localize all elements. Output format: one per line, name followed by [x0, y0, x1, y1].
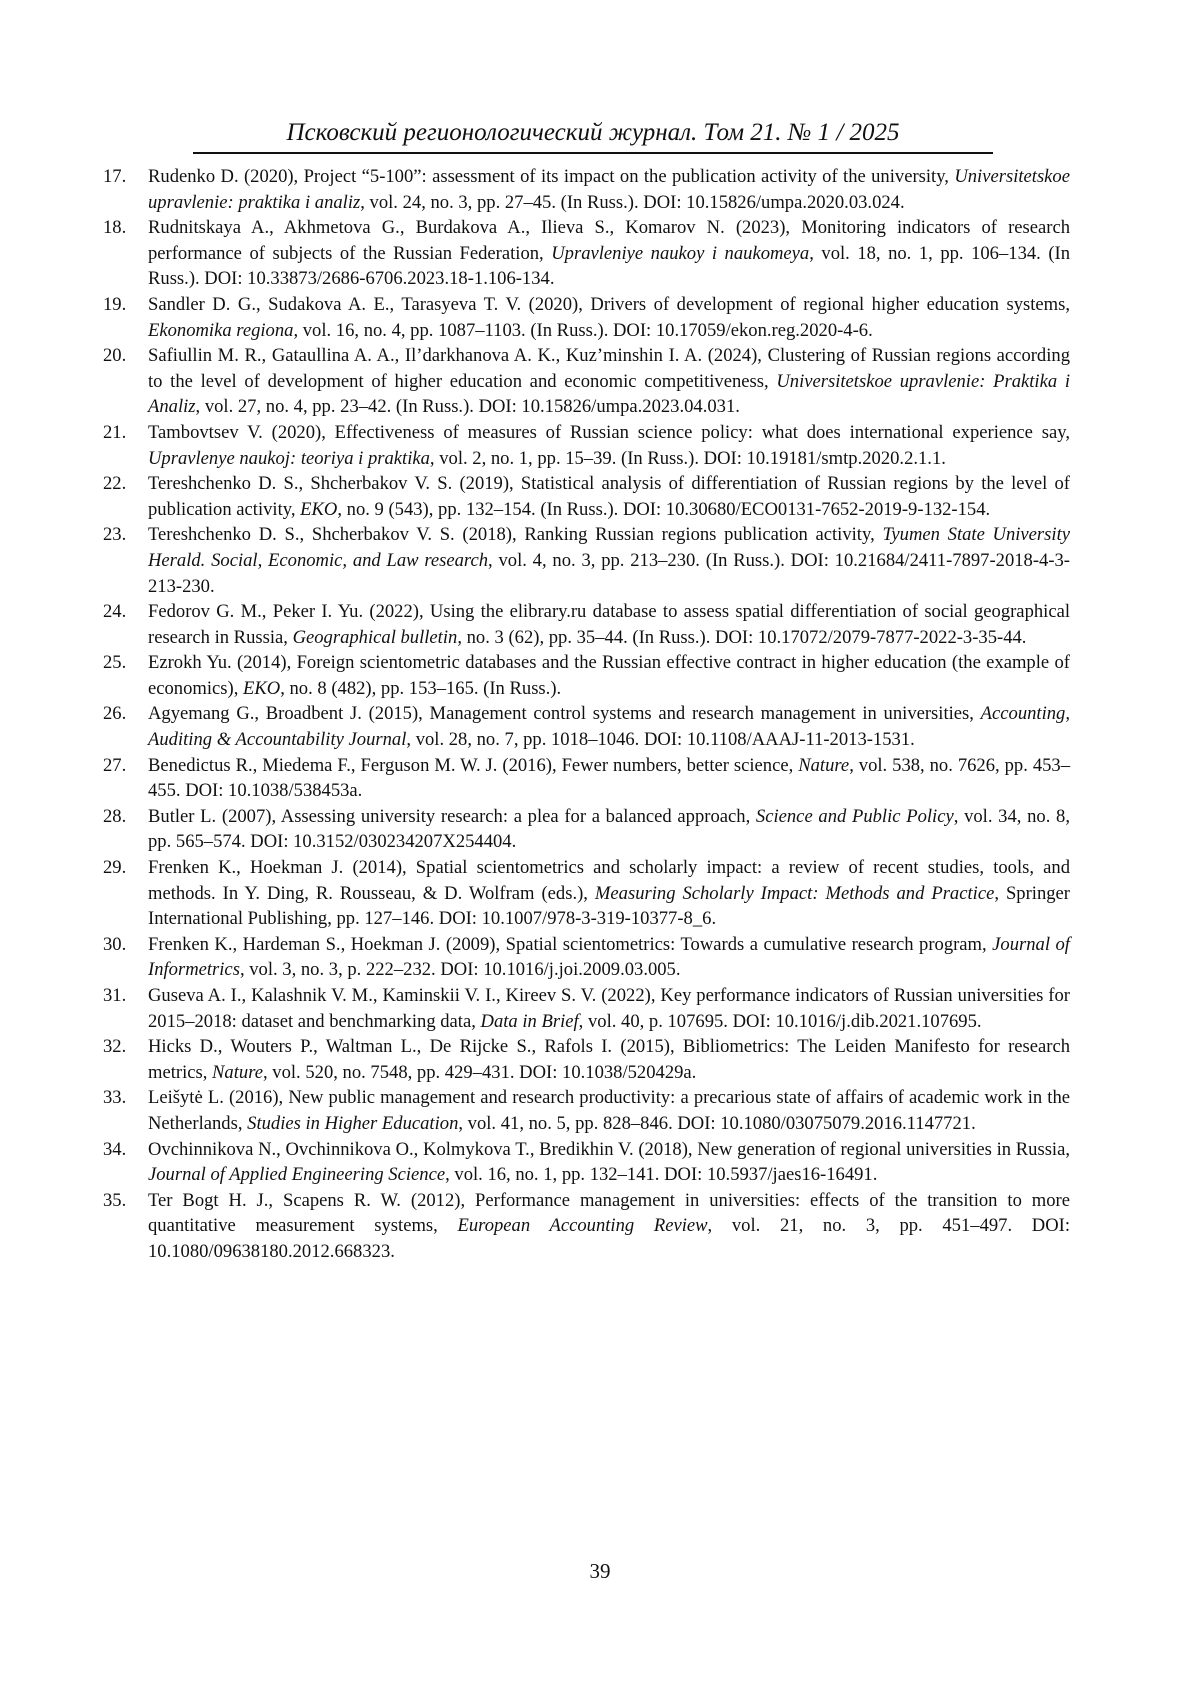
reference-item: [103, 804, 1070, 855]
reference-text: [148, 471, 1070, 522]
reference-text: [148, 292, 1070, 343]
reference-source-title: Nature: [798, 754, 850, 776]
reference-text-run: , vol. 40, p. 107695. DOI: 10.1016/j.dib.2021.107695.: [578, 1010, 982, 1032]
reference-text-run: Rudenko D. (2020), Project “5-100”: assessment of its impact on the publication activity of the university,: [148, 166, 955, 187]
reference-text: [148, 650, 1070, 701]
reference-item: [103, 753, 1070, 804]
reference-text-run: , vol. 28, no. 7, pp. 1018–1046. DOI: 10.1108/AAAJ-11-2013-1531.: [406, 729, 915, 751]
reference-source-title: Upravleniye naukoy i naukomeya: [551, 242, 810, 264]
reference-item: [103, 932, 1070, 983]
reference-text-run: Tambovtsev V. (2020), Effectiveness of measures of Russian science policy: what does international experience say,: [148, 421, 1070, 443]
reference-source-title: Upravlenye naukoj: teoriya i praktika: [148, 447, 430, 469]
reference-number: 27.: [103, 754, 127, 776]
reference-item: [103, 855, 1070, 932]
reference-source-title: Science and Public Policy: [755, 805, 954, 827]
reference-text: [148, 1085, 1070, 1136]
reference-text-run: , no. 3 (62), pp. 35–44. (In Russ.). DOI: 10.17072/2079-7877-2022-3-35-44.: [457, 626, 1027, 648]
page-number: 39: [589, 1559, 611, 1583]
reference-text-run: , vol. 16, no. 4, pp. 1087–1103. (In Russ.). DOI: 10.17059/ekon.reg.2020-4-6.: [293, 319, 873, 341]
reference-text: [148, 215, 1070, 292]
reference-number: 31.: [103, 985, 127, 1006]
reference-text: [148, 1034, 1070, 1085]
reference-item: [103, 522, 1070, 599]
reference-number: 26.: [103, 703, 127, 725]
reference-source-title: European Accounting Review: [457, 1215, 708, 1237]
reference-source-title: Geographical bulletin: [292, 626, 458, 648]
reference-item: [103, 343, 1070, 420]
reference-number: 19.: [103, 293, 127, 315]
reference-number: 22.: [103, 473, 127, 495]
reference-source-title: Journal of Applied Engineering Science: [148, 1164, 446, 1186]
reference-text: [148, 1137, 1070, 1188]
reference-source-title: EKO: [243, 677, 281, 699]
reference-text: [148, 164, 1070, 215]
reference-text-run: , vol. 18, no. 1, pp. 106–134. (In Russ.). DOI: 10.33873/2686-6706.2023.18-1.106-134.: [148, 242, 1071, 290]
reference-item: [103, 983, 1070, 1034]
reference-source-title: Universitetskoe upravlenie: Praktika i Analiz: [148, 370, 1071, 418]
reference-text-run: , vol. 3, no. 3, p. 222–232. DOI: 10.1016/j.joi.2009.03.005.: [239, 959, 681, 981]
reference-text-run: Ezrokh Yu. (2014), Foreign scientometric databases and the Russian effective contract in higher education (the example of economics),: [148, 652, 1070, 699]
reference-item: [103, 701, 1070, 752]
reference-source-title: Tyumen State University Herald. Social, Economic, and Law research: [148, 524, 1070, 571]
reference-item: [103, 1137, 1070, 1188]
reference-number: 34.: [103, 1138, 127, 1160]
running-header: Псковский регионологический журнал. Том 21. № 1 / 2025: [193, 118, 993, 154]
reference-text-run: , no. 8 (482), pp. 153–165. (In Russ.).: [280, 677, 562, 699]
reference-text: [148, 599, 1070, 650]
reference-text: [148, 804, 1070, 855]
reference-item: [103, 599, 1070, 650]
reference-source-title: Ekonomika regiona: [148, 319, 294, 341]
reference-text-run: , vol. 4, no. 3, pp. 213–230. (In Russ.). DOI: 10.21684/2411-7897-2018-4-3-213-230.: [148, 549, 1071, 597]
reference-number: 30.: [103, 933, 127, 955]
reference-number: 24.: [103, 601, 127, 623]
reference-source-title: Studies in Higher Education: [247, 1112, 459, 1134]
reference-item: [103, 164, 1070, 215]
reference-text-run: Tereshchenko D. S., Shcherbakov V. S. (2019), Statistical analysis of differentiation of Russian regions by the level of publication activity,: [148, 473, 1070, 520]
reference-text: [148, 701, 1070, 752]
reference-source-title: Nature: [212, 1061, 263, 1083]
reference-item: [103, 471, 1070, 522]
reference-source-title: Data in Brief: [480, 1010, 579, 1032]
reference-text-run: Guseva A. I., Kalashnik V. M., Kaminskii V. I., Kireev S. V. (2022), Key performance indicators of Russian universities for 2015–2018: dataset and benchmarking data,: [148, 985, 1070, 1032]
reference-text-run: , vol. 16, no. 1, pp. 132–141. DOI: 10.5937/jaes16-16491.: [445, 1164, 878, 1186]
reference-number: 25.: [103, 652, 127, 674]
reference-text: [148, 983, 1070, 1034]
reference-source-title: EKO: [300, 498, 338, 520]
reference-text: [148, 420, 1070, 471]
reference-text-run: , vol. 24, no. 3, pp. 27–45. (In Russ.). DOI: 10.15826/umpa.2020.03.024.: [360, 191, 905, 213]
reference-source-title: Measuring Scholarly Impact: Methods and Practice: [594, 882, 995, 904]
reference-source-title: Accounting, Auditing & Accountability Journal: [148, 703, 1070, 751]
reference-text-run: Frenken K., Hardeman S., Hoekman J. (2009), Spatial scientometrics: Towards a cumulative research program,: [148, 933, 993, 955]
reference-number: 18.: [103, 217, 127, 239]
reference-text-run: , Springer International Publishing, pp. 127–146. DOI: 10.1007/978-3-319-10377-8_6.: [148, 882, 1070, 930]
reference-text-run: Butler L. (2007), Assessing university research: a plea for a balanced approach,: [148, 805, 756, 827]
reference-text-run: Frenken K., Hoekman J. (2014), Spatial scientometrics and scholarly impact: a review of recent studies, tools, and methods. In Y. Ding, R. Rousseau, & D. Wolfram (eds.),: [148, 857, 1070, 904]
reference-text: [148, 932, 1070, 983]
reference-source-title: Journal of Informetrics: [148, 933, 1070, 981]
reference-text-run: , vol. 520, no. 7548, pp. 429–431. DOI: 10.1038/520429a.: [263, 1061, 697, 1083]
reference-number: 33.: [103, 1087, 127, 1109]
reference-item: [103, 650, 1070, 701]
reference-item: [103, 215, 1070, 292]
reference-text: [148, 522, 1070, 599]
reference-text: [148, 1188, 1070, 1265]
reference-text-run: Leišytė L. (2016), New public management and research productivity: a precarious state of affairs of academic work in the Netherlands,: [148, 1087, 1070, 1134]
reference-text-run: , vol. 27, no. 4, pp. 23–42. (In Russ.). DOI: 10.15826/umpa.2023.04.031.: [195, 396, 740, 418]
reference-number: 28.: [103, 805, 127, 827]
reference-text-run: Hicks D., Wouters P., Waltman L., De Rijcke S., Rafols I. (2015), Bibliometrics: The Leiden Manifesto for research metrics,: [148, 1036, 1070, 1083]
reference-text-run: , vol. 2, no. 1, pp. 15–39. (In Russ.). DOI: 10.19181/smtp.2020.2.1.1.: [429, 447, 946, 469]
reference-item: [103, 1188, 1070, 1265]
reference-text-run: Safiullin M. R., Gataullina A. A., Il’darkhanova A. K., Kuz’minshin I. A. (2024), Clustering of Russian regions according to the level of development of higher education and economic competitiveness,: [148, 345, 1070, 392]
reference-list: [103, 164, 1070, 1265]
reference-number: 35.: [103, 1189, 127, 1211]
reference-text-run: Tereshchenko D. S., Shcherbakov V. S. (2018), Ranking Russian regions publication activity,: [148, 524, 883, 546]
reference-source-title: Universitetskoe upravlenie: praktika i analiz: [148, 166, 1070, 213]
reference-text-run: , vol. 538, no. 7626, pp. 453–455. DOI: 10.1038/538453a.: [148, 754, 1071, 802]
reference-text-run: , no. 9 (543), pp. 132–154. (In Russ.). DOI: 10.30680/ECO0131-7652-2019-9-132-154.: [337, 498, 991, 520]
reference-text-run: , vol. 21, no. 3, pp. 451–497. DOI: 10.1080/09638180.2012.668323.: [148, 1215, 1071, 1262]
reference-item: [103, 1085, 1070, 1136]
reference-number: 29.: [103, 857, 127, 879]
reference-item: [103, 292, 1070, 343]
reference-text-run: , vol. 34, no. 8, pp. 565–574. DOI: 10.3152/030234207X254404.: [148, 805, 1070, 853]
reference-number: 23.: [103, 524, 127, 546]
reference-number: 20.: [103, 345, 127, 367]
reference-text-run: Sandler D. G., Sudakova A. E., Tarasyeva T. V. (2020), Drivers of development of regional higher education systems,: [148, 293, 1070, 315]
reference-text-run: , vol. 41, no. 5, pp. 828–846. DOI: 10.1080/03075079.2016.1147721.: [458, 1112, 976, 1134]
reference-text: [148, 855, 1070, 932]
reference-text-run: Ter Bogt H. J., Scapens R. W. (2012), Performance management in universities: effects of the transition to more quantitative measurement systems,: [148, 1189, 1070, 1237]
reference-item: [103, 1034, 1070, 1085]
reference-text: [148, 753, 1070, 804]
reference-text-run: Benedictus R., Miedema F., Ferguson M. W. J. (2016), Fewer numbers, better science,: [148, 754, 799, 776]
reference-number: 32.: [103, 1036, 127, 1058]
reference-text-run: Agyemang G., Broadbent J. (2015), Management control systems and research management in universities,: [148, 703, 981, 725]
reference-number: 17.: [103, 166, 127, 187]
reference-text-run: Rudnitskaya A., Akhmetova G., Burdakova A., Ilieva S., Komarov N. (2023), Monitoring indicators of research performance of subjects of the Russian Federation,: [148, 217, 1070, 264]
reference-item: [103, 420, 1070, 471]
reference-text-run: Fedorov G. M., Peker I. Yu. (2022), Using the elibrary.ru database to assess spatial differentiation of social geographical research in Russia,: [148, 601, 1070, 648]
reference-text: [148, 343, 1070, 420]
reference-text-run: Ovchinnikova N., Ovchinnikova O., Kolmykova T., Bredikhin V. (2018), New generation of regional universities in Russia,: [148, 1138, 1070, 1160]
reference-number: 21.: [103, 421, 127, 443]
